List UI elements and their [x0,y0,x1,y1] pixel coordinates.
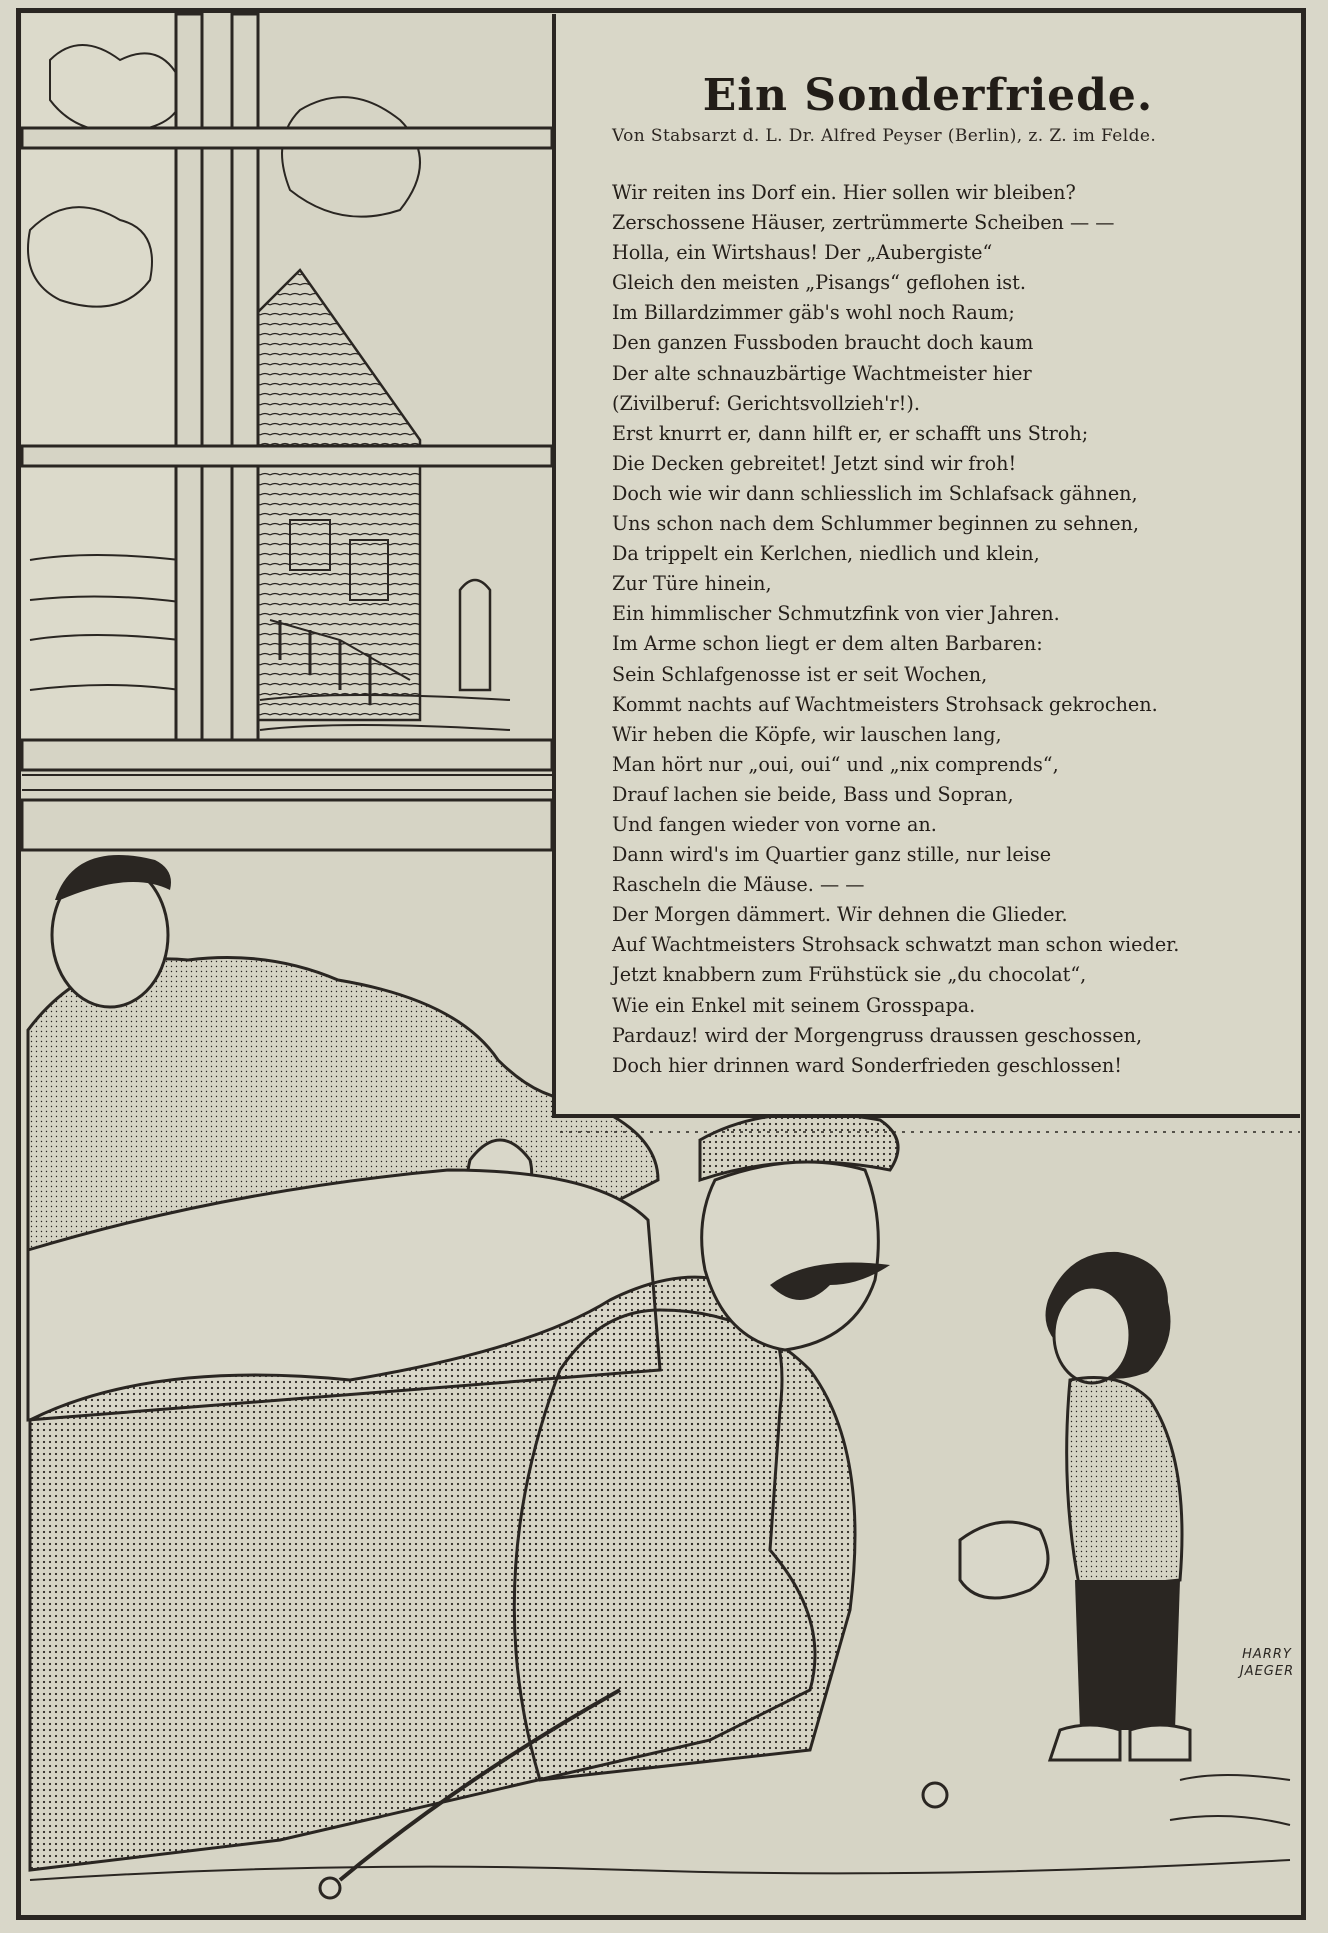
signature-last-name: JAEGER [1239,1664,1295,1679]
poem-line: Rascheln die Mäuse. — — [612,873,865,897]
poem-text [612,178,1290,1081]
poem-line: Wir reiten ins Dorf ein. Hier sollen wir bleiben? [612,181,1076,204]
signature-first-name: HARRY [1242,1647,1292,1662]
poem-line: Im Billardzimmer gäb's wohl noch Raum; [612,301,1015,325]
poem-line: Wie ein Enkel mit seinem Grosspapa. [612,993,976,1017]
poem-line: Da trippelt ein Kerlchen, niedlich und klein, [612,542,1040,566]
artist-signature [1230,1646,1304,1680]
poem-box [552,14,1300,1118]
poem-line: Wir heben die Köpfe, wir lauschen lang, [612,722,1002,746]
poem-line: Die Decken gebreitet! Jetzt sind wir froh! [612,451,1017,475]
poem-line: Und fangen wieder von vorne an. [612,812,937,836]
poem-line: Man hört nur „oui, oui“ und „nix comprends“, [612,752,1059,776]
poem-line: Im Arme schon liegt er dem alten Barbaren: [612,632,1043,656]
article-title: Ein Sonderfriede. [702,70,1154,121]
poem-line: Kommt nachts auf Wachtmeisters Strohsack gekrochen. [612,692,1158,716]
poem-line: Drauf lachen sie beide, Bass und Sopran, [612,782,1014,806]
child [1046,1252,1191,1760]
poem-line: Zerschossene Häuser, zertrümmerte Scheiben — — [612,211,1115,235]
poem-line: Erst knurrt er, dann hilft er, er schafft uns Stroh; [612,421,1089,445]
window [22,14,552,850]
poem-line: Gleich den meisten „Pisangs“ geflohen ist. [612,271,1026,295]
poem-line: Jetzt knabbern zum Frühstück sie „du chocolat“, [612,963,1087,987]
poem-line: Holla, ein Wirtshaus! Der „Aubergiste“ [612,241,993,265]
poem-line: Auf Wachtmeisters Strohsack schwatzt man schon wieder. [612,933,1180,957]
poem-line: Der alte schnauzbärtige Wachtmeister hier [612,361,1032,385]
poem-line: Den ganzen Fussboden braucht doch kaum [612,331,1034,355]
poem-line: Sein Schlafgenosse ist er seit Wochen, [612,662,988,686]
poem-line: Doch hier drinnen ward Sonderfrieden geschlossen! [612,1053,1122,1077]
article-byline: Von Stabsarzt d. L. Dr. Alfred Peyser (Berlin), z. Z. im Felde. [612,126,1157,146]
poem-line: Ein himmlischer Schmutzfink von vier Jahren. [612,602,1060,626]
poem-line: Zur Türe hinein, [612,572,772,596]
poem-line: Uns schon nach dem Schlummer beginnen zu sehnen, [612,512,1140,536]
poem-line: (Zivilberuf: Gerichtsvollzieh'r!). [612,391,920,415]
poem-line: Doch wie wir dann schliesslich im Schlafsack gähnen, [612,481,1138,505]
poem-line: Dann wird's im Quartier ganz stille, nur leise [612,843,1052,867]
poem-line: Pardauz! wird der Morgengruss draussen geschossen, [612,1023,1143,1047]
poem-line: Der Morgen dämmert. Wir dehnen die Glieder. [612,903,1068,927]
